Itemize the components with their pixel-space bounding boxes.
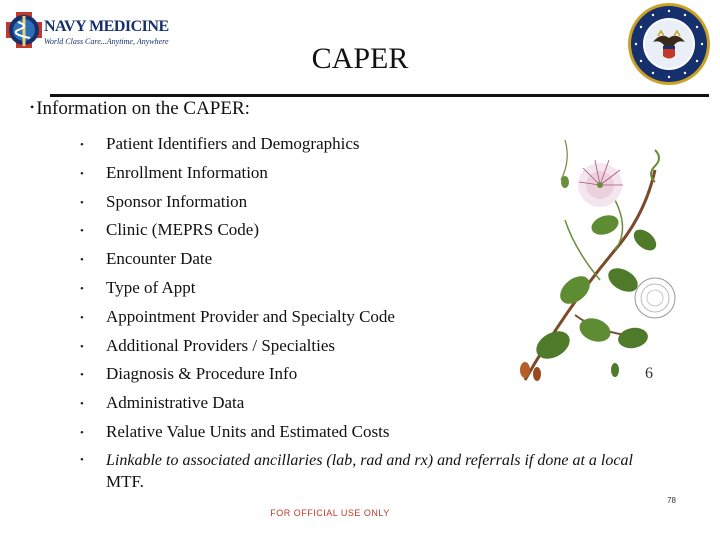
linkable-text: Linkable to associated ancillaries (lab, rad and rx) and referrals if done at a local <box>106 451 633 469</box>
bullet-icon: • <box>80 254 84 267</box>
bullet-icon: • <box>80 398 84 411</box>
bullet-icon: • <box>80 225 84 238</box>
caper-plant-illustration <box>505 130 710 390</box>
bullet-icon: • <box>30 100 35 114</box>
list-item-text: Sponsor Information <box>106 191 248 211</box>
title-divider <box>50 94 709 97</box>
logo-brand-text: NAVY MEDICINE <box>44 18 169 35</box>
svg-text:6: 6 <box>645 365 653 382</box>
list-item-text: Encounter Date <box>106 249 213 269</box>
bullet-icon: • <box>80 167 84 180</box>
slide-title: CAPER <box>311 42 409 75</box>
list-item <box>80 391 660 420</box>
linkable-text-continued: MTF. <box>106 471 144 491</box>
bullet-icon: • <box>80 139 84 151</box>
list-item-text: Diagnosis & Procedure Info <box>106 364 298 384</box>
bullet-icon: • <box>80 196 84 209</box>
list-item-text: Additional Providers / Specialties <box>106 335 335 355</box>
list-item-text: Relative Value Units and Estimated Costs <box>106 421 390 441</box>
bullet-icon: • <box>80 282 84 295</box>
intro-text: Information on the CAPER: <box>36 98 250 119</box>
list-item-text: Patient Identifiers and Demographics <box>106 134 360 153</box>
caper-flower <box>578 160 623 207</box>
list-item <box>80 449 660 492</box>
list-item-text: Type of Appt <box>106 277 196 297</box>
list-item-text-wrap <box>106 449 633 492</box>
list-item <box>80 420 660 449</box>
list-item-text: Administrative Data <box>106 393 245 413</box>
classification-footer: FOR OFFICIAL USE ONLY <box>270 508 390 518</box>
list-item-text: Enrollment Information <box>106 162 268 182</box>
page-number: 78 <box>667 496 676 505</box>
intro-bullet <box>30 98 250 120</box>
list-item-text: Clinic (MEPRS Code) <box>106 220 260 240</box>
bullet-icon: • <box>80 340 84 353</box>
bullet-icon: • <box>80 426 84 439</box>
seed-cross-section <box>635 278 675 318</box>
bullet-icon: • <box>80 311 84 324</box>
logo-tagline: World Class Care...Anytime, Anywhere <box>44 37 169 46</box>
bullet-icon: • <box>80 369 84 382</box>
list-item-text: Appointment Provider and Specialty Code <box>106 306 395 326</box>
bullet-icon: • <box>80 453 84 466</box>
